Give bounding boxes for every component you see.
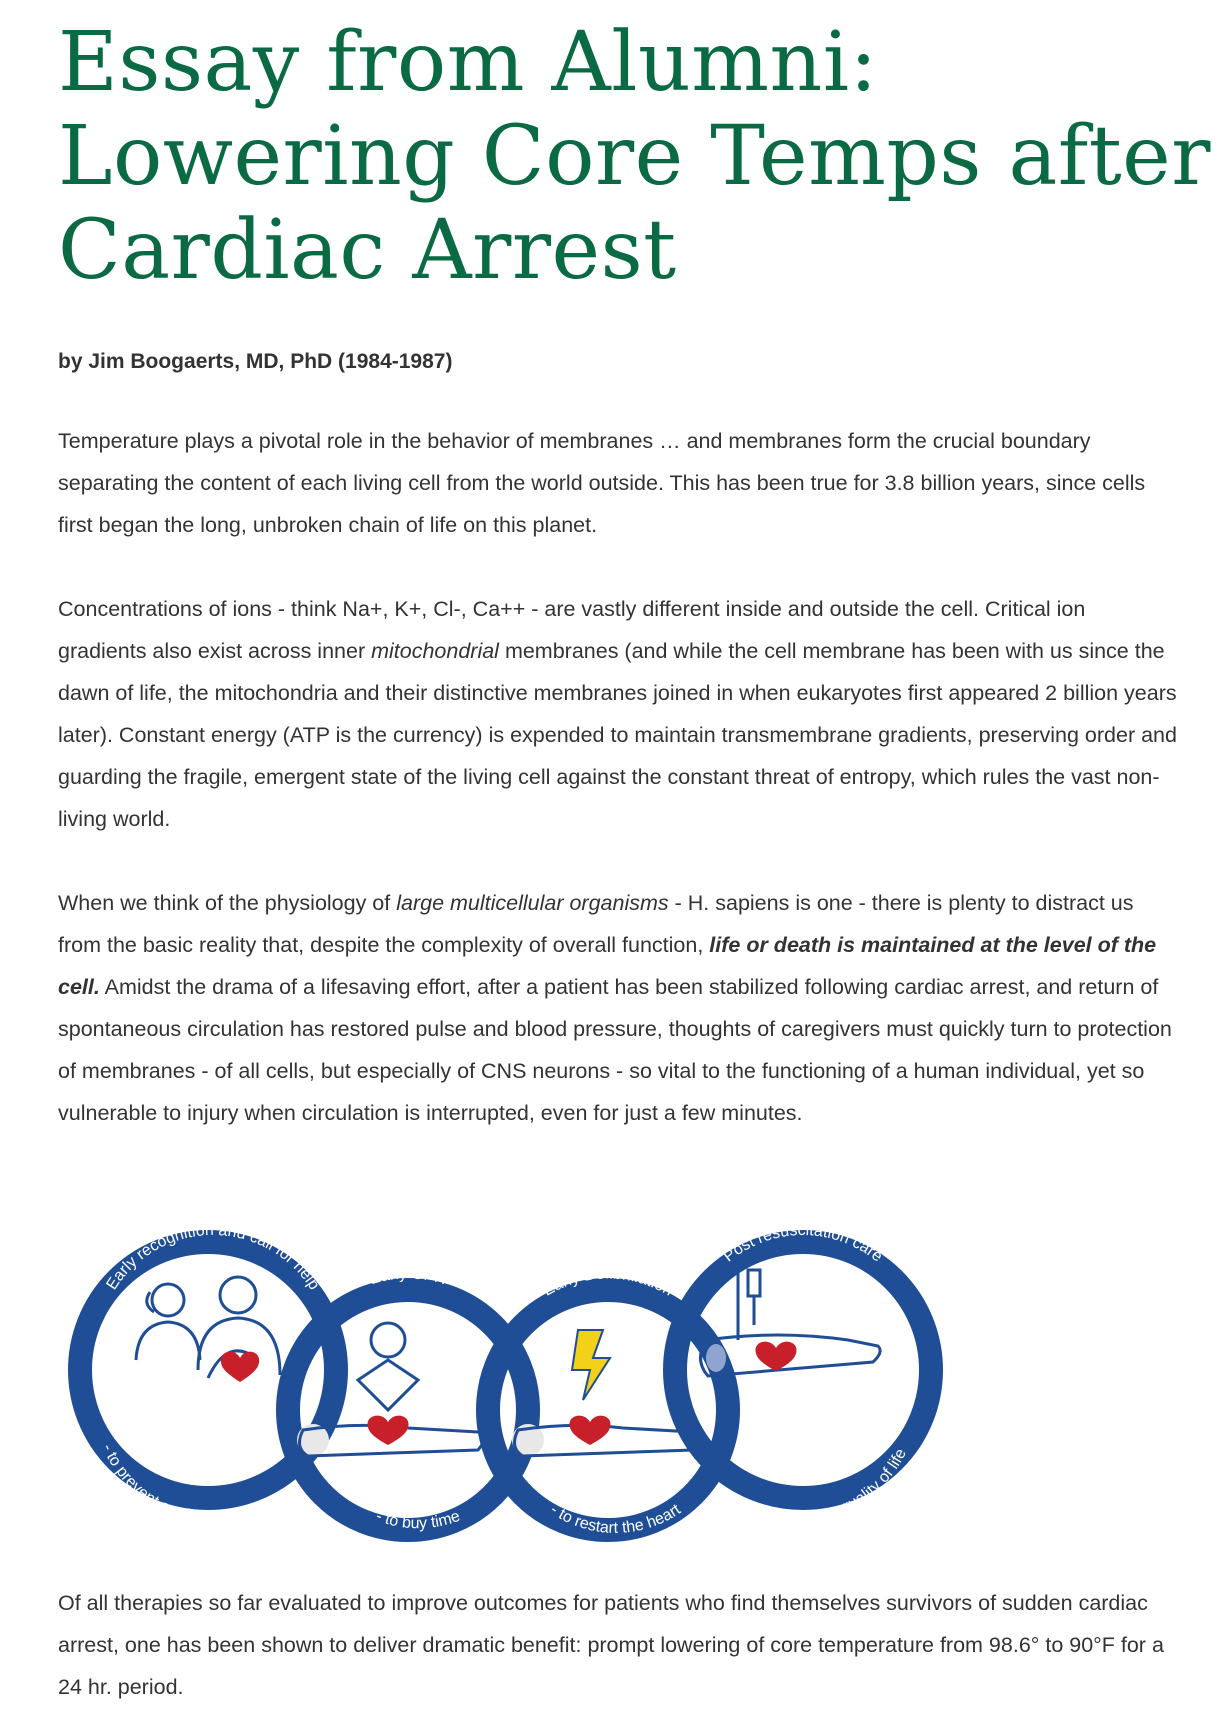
link-2-top-label: Early CPR [367,1265,449,1289]
link-4-top-label: Post resuscitation care [720,1221,886,1266]
link-1-top-label: Early recognition and call for help [103,1221,323,1294]
paragraph-2 [58,588,1178,840]
link-4-bottom-label: - to restore quality of life [762,1446,910,1528]
iv-drip-icon [738,1270,760,1340]
title-line-3: Cardiac Arrest [58,203,677,298]
link-3-bottom-label: - to restart the heart [547,1501,684,1537]
paragraph-3-part-a: When we think of the physiology of [58,891,397,915]
paragraph-3-emphasis: large multicellular organisms [396,891,669,915]
paragraph-3 [58,882,1178,1134]
paragraph-2-emphasis: mitochondrial [371,639,499,663]
heart-icon-2 [367,1416,408,1445]
cpr-rescuer-icon [358,1323,418,1410]
heart-icon-1 [221,1352,259,1382]
byline: by Jim Boogaerts, MD, PhD (1984-1987) [58,350,453,373]
link-1-bottom-label: - to prevent cardiac arrest [98,1441,255,1528]
heart-icon-4 [755,1342,796,1371]
paragraph-2-part-a: Concentrations of ions - think Na+, K+, Cl-, Ca++ - are vastly different inside and outside the cell. Critical ion gradients also exist across inner [58,597,1086,663]
link-2-bottom-label: - to buy time [373,1507,463,1533]
article [58,0,1211,1134]
paragraph-4: Of all therapies so far evaluated to improve outcomes for patients who find themselves survivors of sudden cardiac arrest, one has been shown to deliver dramatic benefit: prompt lowering of core temperature from 98.6° to 90°F for a 24 hr. period. [58,1591,1164,1699]
chain-of-survival-diagram [58,1200,958,1580]
title-line-1: Essay from Alumni: [58,15,878,110]
paragraph-3-part-b: - H. sapiens is one - there is plenty to distract us from the basic reality that, despite the complexity of overall function, [58,891,1134,957]
chain-of-survival-figure [58,1200,958,1580]
lightning-bolt-icon [572,1330,610,1400]
title-line-2: Lowering Core Temps after [58,109,1211,204]
paragraph-2-part-b: membranes (and while the cell membrane has been with us since the dawn of life, the mitochondria and their distinctive membranes joined in when eukaryotes first appeared 2 billion years later). Constant energy (ATP is the currency) is expended to maintain transmembrane gradients, preserving order and guarding the fragile, emergent state of the living cell against the constant threat of entropy, which rules the vast non-living world. [58,639,1177,831]
link-3-top-label: Early Defibrillation [540,1265,676,1300]
paragraph-1: Temperature plays a pivotal role in the behavior of membranes … and membranes form the crucial boundary separating the content of each living cell from the world outside. This has been true for 3.8 billion years, since cells first began the long, unbroken chain of life on this planet. [58,429,1146,537]
heart-icon-3 [569,1416,610,1445]
article-title [58,15,1211,298]
paragraph-3-strong: life or death is maintained at the level of the cell. [58,933,1157,999]
paragraph-3-part-c: Amidst the drama of a lifesaving effort, after a patient has been stabilized following cardiac arrest, and return of spontaneous circulation has restored pulse and blood pressure, thoughts of caregivers must quickly turn to protection of membranes - of all cells, but especially of CNS neurons - so vital to the functioning of a human individual, yet so vulnerable to injury when circulation is interrupted, even for just a few minutes. [58,975,1172,1125]
